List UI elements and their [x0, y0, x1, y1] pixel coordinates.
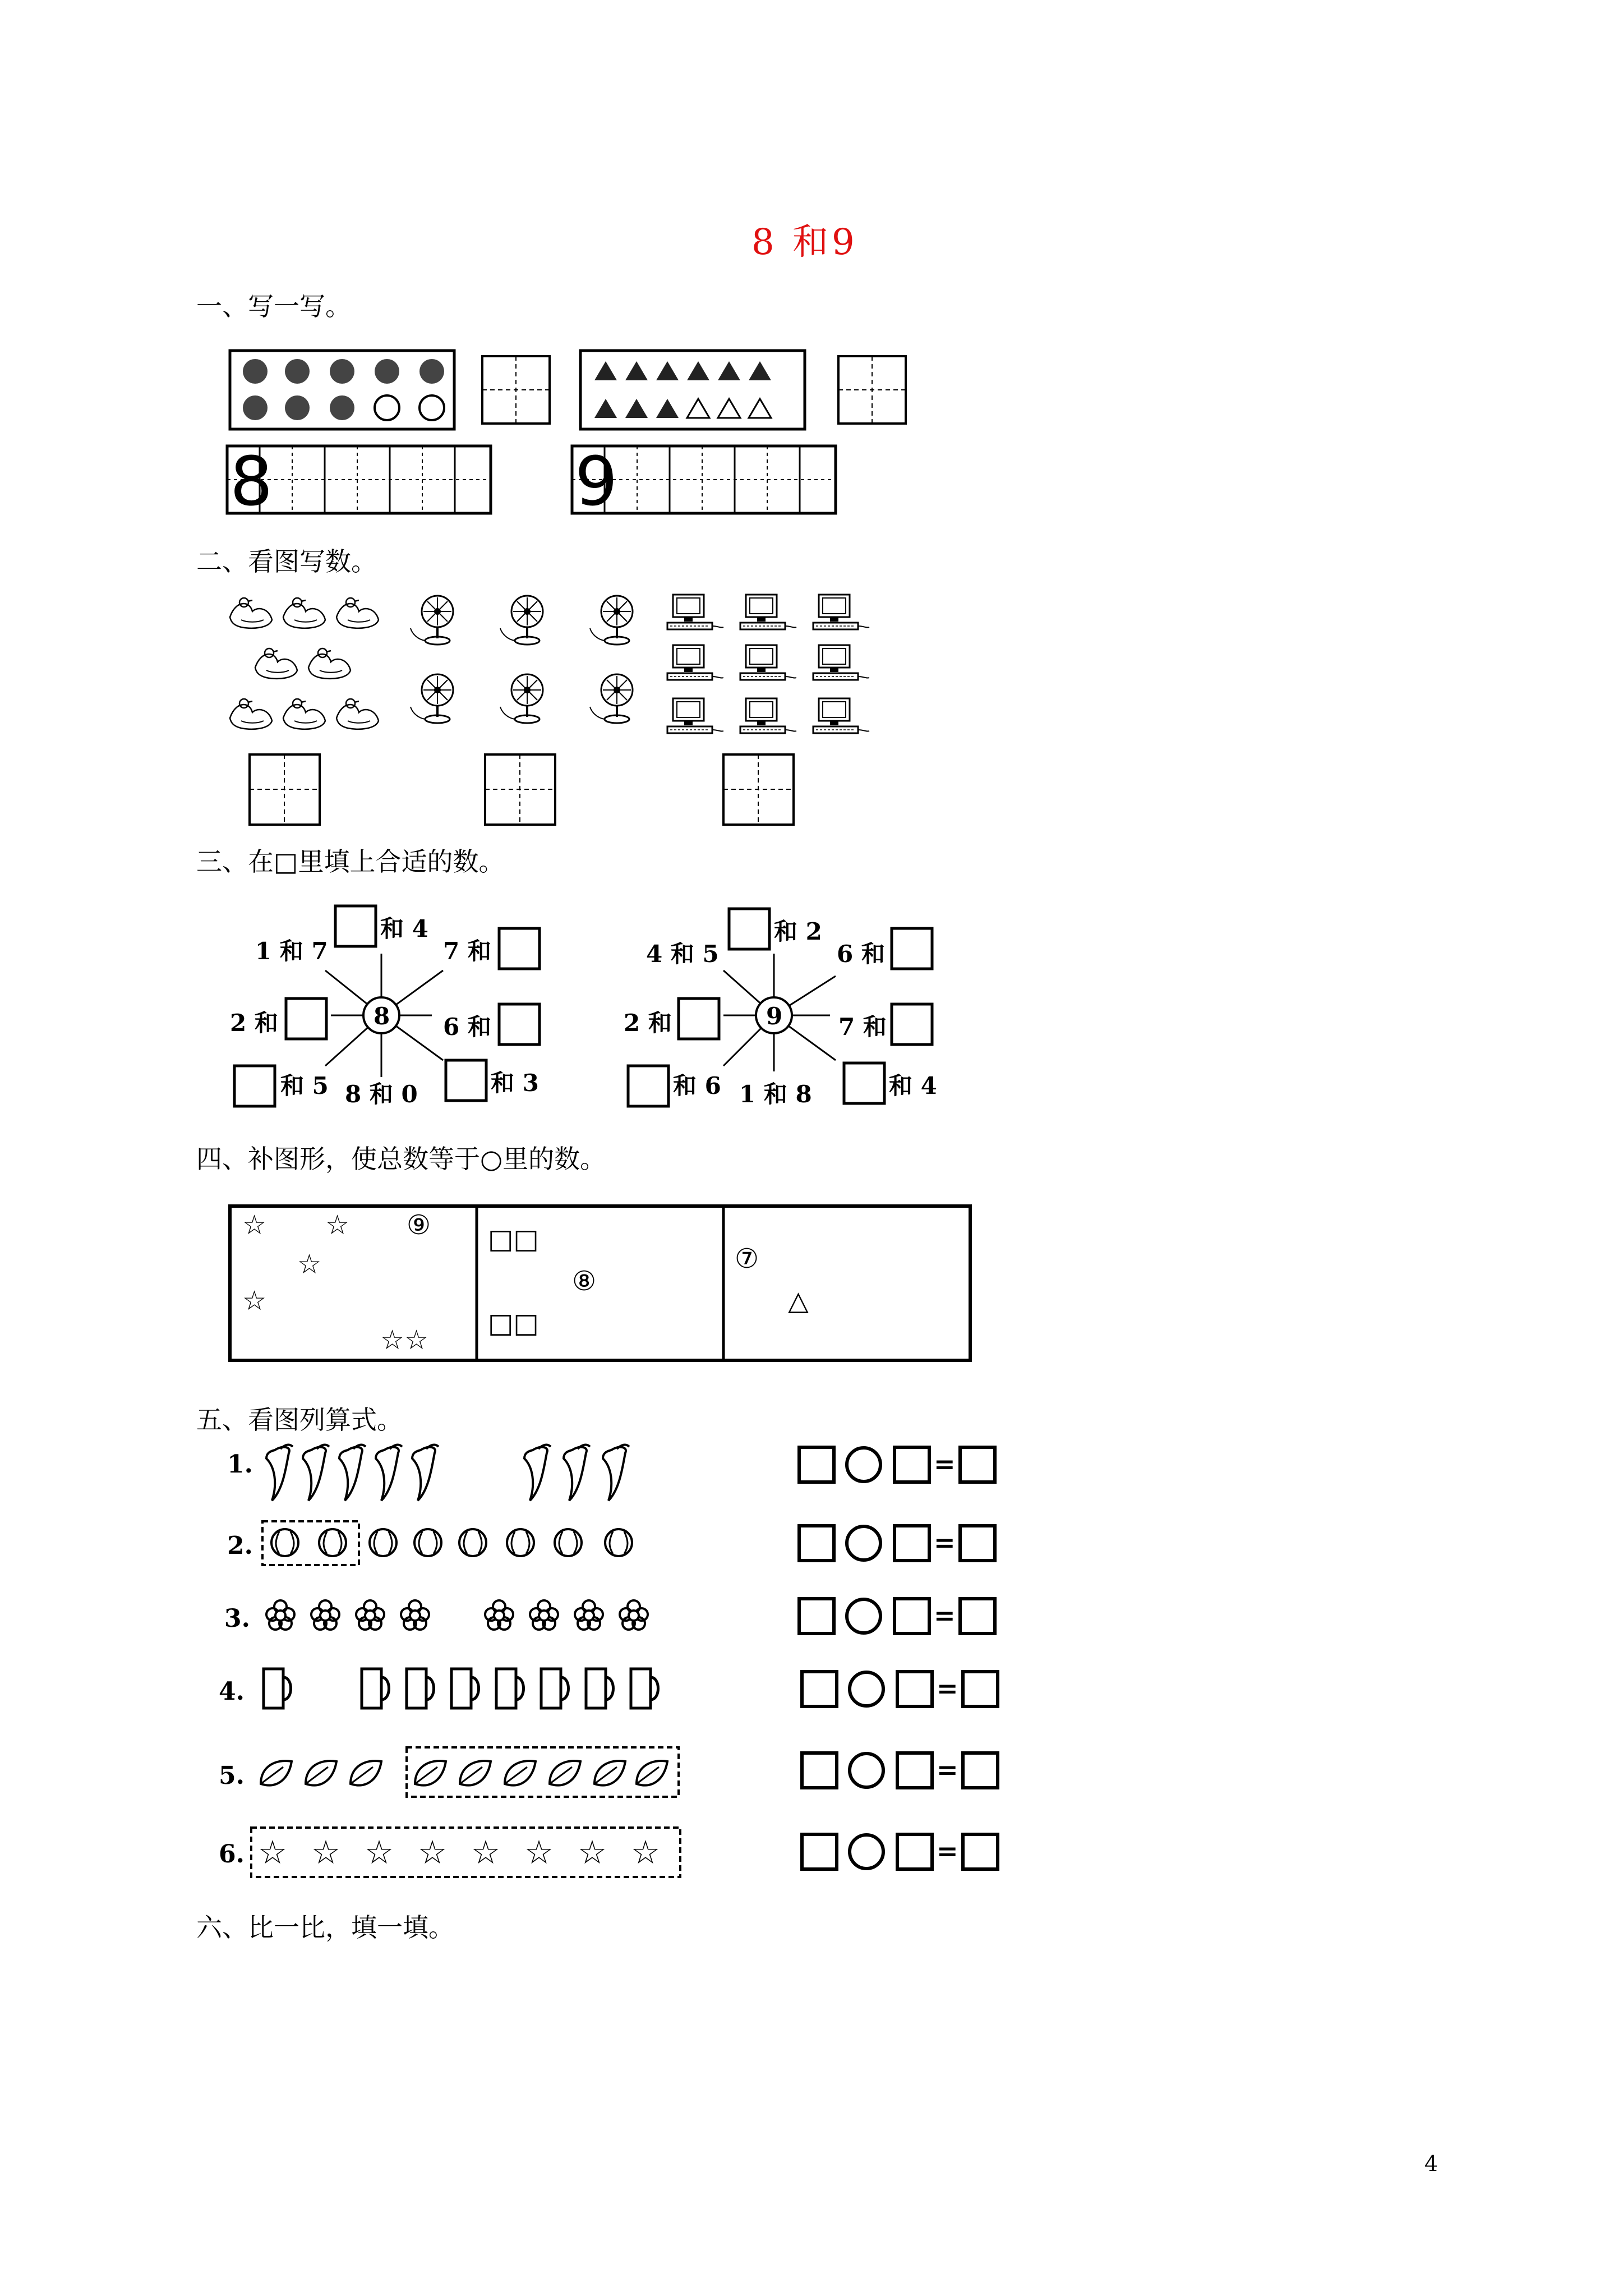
page-number: 4 [1424, 2151, 1438, 2176]
row-number: 5. [219, 1761, 245, 1790]
svg-text:☆: ☆ [578, 1833, 607, 1871]
split-label: 和 4 [380, 915, 428, 942]
target-circle-9: ⑨ [407, 1209, 431, 1241]
split-label: 2 和 [230, 1009, 278, 1037]
svg-text:☆: ☆ [631, 1833, 660, 1871]
equals-sign: = [937, 1673, 958, 1704]
svg-text:☆: ☆ [311, 1833, 340, 1871]
split-label: 7 和 [838, 1013, 887, 1041]
split-label: 6 和 [837, 940, 885, 968]
equals-sign: = [937, 1755, 958, 1785]
equals-sign: = [934, 1449, 956, 1479]
section-5-heading: 五、看图列算式。 [196, 1405, 403, 1435]
split-label: 和 2 [774, 918, 822, 945]
page-title: 8 和9 [751, 222, 858, 263]
svg-text:□□: □□ [488, 1308, 539, 1339]
row-number: 3. [224, 1604, 250, 1633]
svg-text:☆: ☆ [365, 1833, 394, 1871]
svg-text:☆: ☆ [471, 1833, 500, 1871]
split-label: 和 4 [889, 1072, 937, 1099]
target-circle-8: ⑧ [572, 1266, 597, 1297]
center-number-8: 8 [374, 1002, 390, 1030]
svg-text:☆: ☆ [242, 1209, 267, 1241]
split-label: 4 和 5 [646, 940, 719, 968]
svg-text:☆: ☆ [297, 1249, 322, 1280]
section-3-heading: 三、在□里填上合适的数。 [196, 846, 505, 877]
svg-text:□□: □□ [488, 1223, 539, 1255]
triangle-icon: △ [788, 1285, 809, 1317]
cup-icon [264, 1669, 658, 1708]
pepper-icon [266, 1445, 629, 1501]
equals-sign: = [934, 1600, 956, 1631]
digit-9: 9 [575, 443, 618, 521]
svg-text:☆: ☆ [325, 1209, 350, 1241]
split-label: 6 和 [443, 1013, 491, 1041]
center-number-9: 9 [766, 1002, 783, 1030]
section-6-heading: 六、比一比，填一填。 [196, 1912, 454, 1943]
row-number: 6. [219, 1840, 245, 1869]
row-number: 4. [219, 1677, 245, 1706]
section-4-heading: 四、补图形，使总数等于○里的数。 [196, 1144, 606, 1174]
split-label: 和 6 [673, 1072, 721, 1099]
ball-icon [271, 1529, 632, 1556]
equation-blank [799, 1447, 998, 1869]
split-label: 1 和 7 [255, 937, 328, 965]
split-label: 2 和 [624, 1009, 672, 1037]
svg-text:☆☆: ☆☆ [380, 1324, 429, 1356]
digit-8: 8 [230, 443, 273, 521]
svg-text:☆: ☆ [418, 1833, 447, 1871]
svg-text:☆: ☆ [242, 1285, 267, 1317]
flower-icon [266, 1600, 648, 1630]
leaf-icon [261, 1761, 667, 1786]
split-label: 和 3 [491, 1069, 539, 1097]
star-icon [258, 1833, 660, 1871]
row-number: 1. [227, 1450, 253, 1479]
svg-text:☆: ☆ [524, 1833, 554, 1871]
equals-sign: = [934, 1527, 956, 1558]
target-circle-7: ⑦ [735, 1243, 759, 1274]
split-label: 7 和 [443, 937, 491, 965]
equals-sign: = [937, 1836, 958, 1866]
split-label: 8 和 0 [345, 1080, 418, 1108]
section-1-heading: 一、写一写。 [196, 291, 351, 321]
row-number: 2. [227, 1531, 253, 1560]
section-2-heading: 二、看图写数。 [196, 546, 377, 577]
svg-text:☆: ☆ [258, 1833, 287, 1871]
split-label: 1 和 8 [739, 1080, 812, 1108]
split-label: 和 5 [280, 1072, 329, 1099]
